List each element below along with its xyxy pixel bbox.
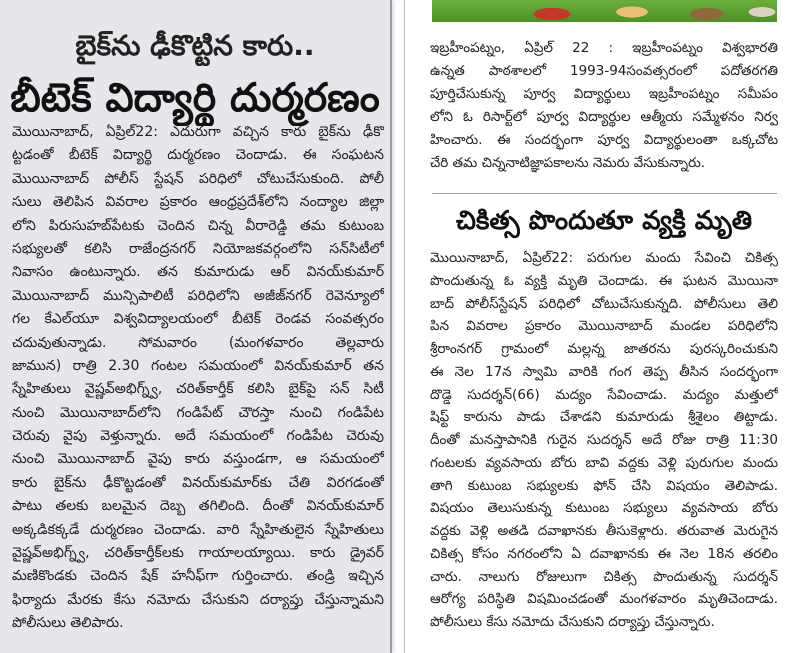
text-line: విషయం తెలుసుకున్న కుటుంబ సభ్యులు వ్యవసాయ బోరు	[430, 500, 778, 517]
text-line: కారు బైక్‌ను ఢీకొట్టడంతో వినయ్‌కుమార్‌కు చేతి విరగడంతో	[12, 474, 384, 491]
text-line: పోలీసులు తెలిపారు.	[12, 615, 124, 632]
text-line: లోని పిరుసుహబ్‌పేటకు చెందిన చిన్న వీరారెడ్డి తమ కుటుంబ	[12, 217, 384, 234]
text-line: పాటు తలకు బలమైన దెబ్బ తగిలింది. దీంతో వినయ్‌కుమార్	[12, 498, 384, 515]
right-top-article-body	[430, 37, 778, 177]
text-line: పిన వివరాల ప్రకారం మొయినాబాద్ మండల పరిధిలోని	[430, 318, 778, 335]
text-line: పోలీసులు కేసు నమోదు చేసుకుని దర్యాప్తు చేస్తున్నారు.	[430, 614, 715, 630]
text-line: ఆరోగ్య పరిస్థితి విషమించడంతో మంగళవారం మృతిచెందాడు.	[430, 591, 778, 608]
text-line: చదువుతున్నాడు. సోమవారం (మంగళవారం తెల్లవారు	[12, 334, 384, 351]
text-line: చేరి తమ చిన్ననాటిజ్ఞాపకాలను నెమరు వేసుకున్నారు.	[430, 155, 706, 171]
text-line: దొడ్డె సుదర్శన్(66) మద్యం సేవించాడు. మద్యం మత్తులో	[430, 386, 778, 403]
text-line: నుంచి మొయినాబాద్‌లోని గండిపేట్ చౌరస్తా నుంచి గండిపేట	[12, 404, 384, 421]
text-line: గల కేఎల్‌యూ విశ్వవిద్యాలయంలో బీటెక్ రెండవ సంవత్సరం	[12, 311, 384, 328]
text-line: మొయినాబాద్ మున్సిపాలిటీ పరిధిలోని అజీజ్‌నగర్ రెవెన్యూలో	[12, 287, 384, 304]
text-line: జామున) రాత్రి 2.30 గంటల సమయంలో వినయ్‌కుమార్ తన	[12, 357, 384, 374]
text-line: దీంతో మనస్తాపానికి గురైన సుదర్శన్ అదే రోజు రాత్రి 11:30	[430, 432, 778, 448]
text-line: సభ్యులతో కలిసి రాజేంద్రనగర్ నియోజకవర్గంలోని సన్‌సిటీలో	[12, 240, 384, 257]
text-line: హించారు. ఈ సందర్భంగా పూర్వ విద్యార్థులంతా ఒక్కచోట	[430, 132, 778, 148]
text-line: శ్రీరాంనగర్ గ్రామంలో మల్లన్న జాతరను పురస్కరించుకుని	[430, 341, 778, 357]
left-subheadline: బైక్‌ను ఢీకొట్టిన కారు..	[75, 29, 315, 62]
text-line: చికిత్స కోసం నగరంలోని ఏ దవాఖానకు ఈ నెల 18న తరలిం	[430, 545, 778, 562]
text-line: చారు. నాలుగు రోజులుగా చికిత్స పొందుతున్న సుదర్శన్	[430, 568, 778, 585]
text-line: గంటలకు వ్యవసాయ బోరు బావి వద్దకు వెళ్లి పురుగుల మందు	[430, 454, 778, 471]
left-headline: బీటెక్ విద్యార్థి దుర్మరణం	[10, 75, 380, 121]
text-line: నుంచి మొయినాబాద్ వైపు కారు వస్తుండగా, ఆ సమయంలో	[12, 451, 384, 468]
text-line: మొయినాబాద్ పోలీస్ స్టేషన్ పరిధిలో చోటుచేసుకుంది. పోలీ	[12, 170, 384, 187]
right-headline: చికిత్స పొందుతూ వ్యక్తి మృతి	[455, 206, 753, 236]
text-line: నివాసం ఉంటున్నారు. తన కుమారుడు ఆర్ వినయ్‌కుమార్	[12, 264, 384, 281]
column-divider	[404, 0, 405, 653]
text-line: ఉన్నత పాఠశాలలో 1993-94సంవత్సరంలో పదోతరగతి	[430, 63, 778, 79]
text-line: ఇబ్రహీంపట్నం, ఏప్రిల్ 22 : ఇబ్రహీంపట్నం విశ్వభారతి	[430, 40, 778, 56]
text-line: అక్కడికక్కడే దుర్మరణం చెందాడు. వారి స్నేహితులైన స్నేహితులు	[12, 521, 384, 538]
text-line: పొందుతున్న ఓ వ్యక్తి మృతి చెందాడు. ఈ ఘటన మొయినా	[430, 272, 778, 289]
article-separator	[432, 193, 777, 194]
text-line: మొయినాబాద్, ఏప్రిల్22: పరుగుల మందు సేవించి చికిత్స	[430, 250, 778, 266]
text-line: మణికొండకు చెందిన షేక్ హనీఫ్‌గా గుర్తించారు. తండ్రి ఇచ్చిన	[12, 568, 384, 585]
text-line: స్నేహితులు వైష్ణవ్‌అభిగ్న్వ్, చరిత్‌కార్తీక్ కలిసి బైక్‌పై సన్ సిటీ	[12, 381, 384, 398]
text-line: షిఫ్ట్ కారును పాడు చేశాడని కుమారుడు శ్రీశైలం తిట్టాడు.	[430, 409, 778, 426]
text-line: ఈ నెల 17న స్వామి వారికి గంగ తెప్ప తీసిన సందర్భంగా	[430, 363, 778, 380]
text-line: బాద్ పోలీస్‌స్టేషన్ పరిధిలో చోటుచేసుకున్నది. పోలీసులు తెలి	[430, 295, 778, 312]
text-line: వద్దకు వెళ్లి అతడి దవాఖానకు తీసుకెళ్లారు. తరువాత మెరుగైన	[430, 523, 778, 539]
text-line: ట్టడంతో బీటెక్ విద్యార్థి దుర్మరణం చెందాడు. ఈ సంఘటన	[12, 147, 384, 164]
text-line: సులు తెలిపిన వివరాల ప్రకారం ఆంధ్రప్రదేశ్‌లోని నంద్యాల జిల్లా	[12, 194, 384, 211]
left-article-body	[12, 121, 384, 643]
text-line: వైష్ణవ్‌అభిగ్న్వ్, చరిత్‌కార్తీక్‌లకు గాయాలయ్యాయి. కారు డ్రైవర్	[12, 545, 384, 562]
right-bottom-article-body	[430, 247, 778, 642]
text-line: లోని ఓ రిసార్ట్‌లో పూర్వ విద్యార్థుల ఆత్మీయ సమ్మేళనం నిర్వ	[430, 109, 778, 125]
text-line: చెరువు వైపు వెళ్తున్నారు. అదే సమయంలో గండిపేట చెరువు	[12, 428, 384, 445]
text-line: తాగి కుటుంబ సభ్యులకు ఫోన్ చేసి విషయం తెలిపాడు.	[430, 477, 778, 494]
text-line: ఫిర్యాదు మేరకు కేసు నమోదు చేసుకుని దర్యాప్తు చేస్తున్నామని	[12, 591, 384, 608]
text-line: పూర్తిచేసుకున్న పూర్వ విద్యార్థులు ఇబ్రహీంపట్నం సమీపం	[430, 86, 778, 102]
text-line: మొయినాబాద్, ఏప్రిల్22: ఎదురుగా వచ్చిన కారు బైక్‌ను ఢీకొ	[12, 124, 384, 140]
article-photo	[432, 0, 777, 22]
